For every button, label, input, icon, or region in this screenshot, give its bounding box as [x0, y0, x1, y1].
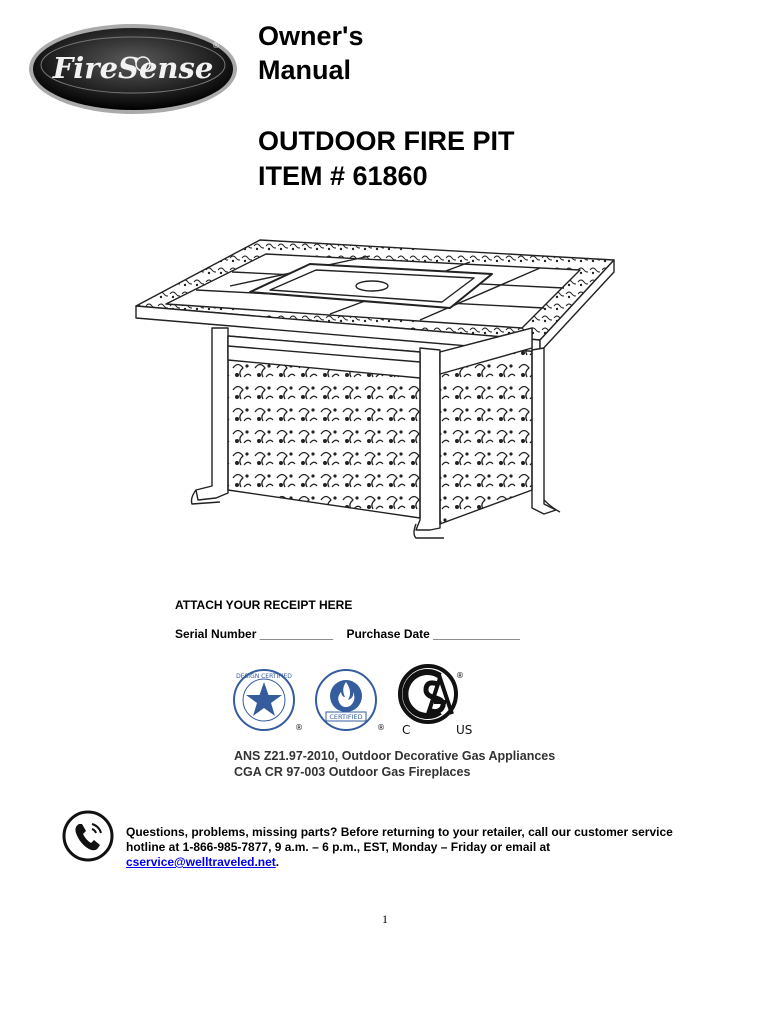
design-certified-text: DESIGN CERTIFIED	[236, 673, 292, 680]
csa-mark	[398, 664, 484, 738]
title-owners: Owner's	[258, 21, 364, 51]
design-certified-seal	[232, 668, 303, 734]
svg-text:®: ®	[212, 41, 220, 50]
serial-purchase-line	[175, 627, 520, 641]
serial-number-label: Serial Number ___________	[175, 627, 334, 641]
gas-certified-text: CERTIFIED	[329, 713, 363, 721]
svg-text:®: ®	[377, 723, 385, 732]
title-product: OUTDOOR FIRE PIT	[258, 126, 515, 156]
contact-info	[126, 825, 686, 870]
svg-text:®: ®	[295, 723, 303, 732]
email-link[interactable]: cservice@welltraveled.net	[126, 855, 276, 869]
phone-icon	[62, 810, 114, 862]
csa-us-label: US	[456, 723, 473, 737]
title-manual: Manual	[258, 55, 352, 85]
page-number: 1	[382, 912, 388, 926]
firesense-logo	[26, 20, 240, 118]
logo-text: FireSense	[52, 51, 214, 85]
contact-suffix: .	[275, 855, 280, 869]
purchase-date-label: Purchase Date _____________	[346, 627, 520, 641]
csa-c-label: C	[402, 723, 411, 737]
title-item-number: ITEM # 61860	[258, 161, 428, 191]
receipt-heading: ATTACH YOUR RECEIPT HERE	[175, 598, 353, 612]
contact-text: Questions, problems, missing parts? Before returning to your retailer, call our customer service hotline at 1-866-985-7877, 9 a.m. – 6 p.m., EST, Monday – Friday or email at	[126, 825, 673, 854]
standard-ansi: ANS Z21.97-2010, Outdoor Decorative Gas Appliances	[234, 749, 556, 763]
standard-cga: CGA CR 97-003 Outdoor Gas Fireplaces	[234, 765, 471, 779]
svg-text:®: ®	[456, 671, 464, 680]
gas-certified-seal	[314, 668, 386, 734]
fire-pit-illustration	[120, 228, 635, 550]
